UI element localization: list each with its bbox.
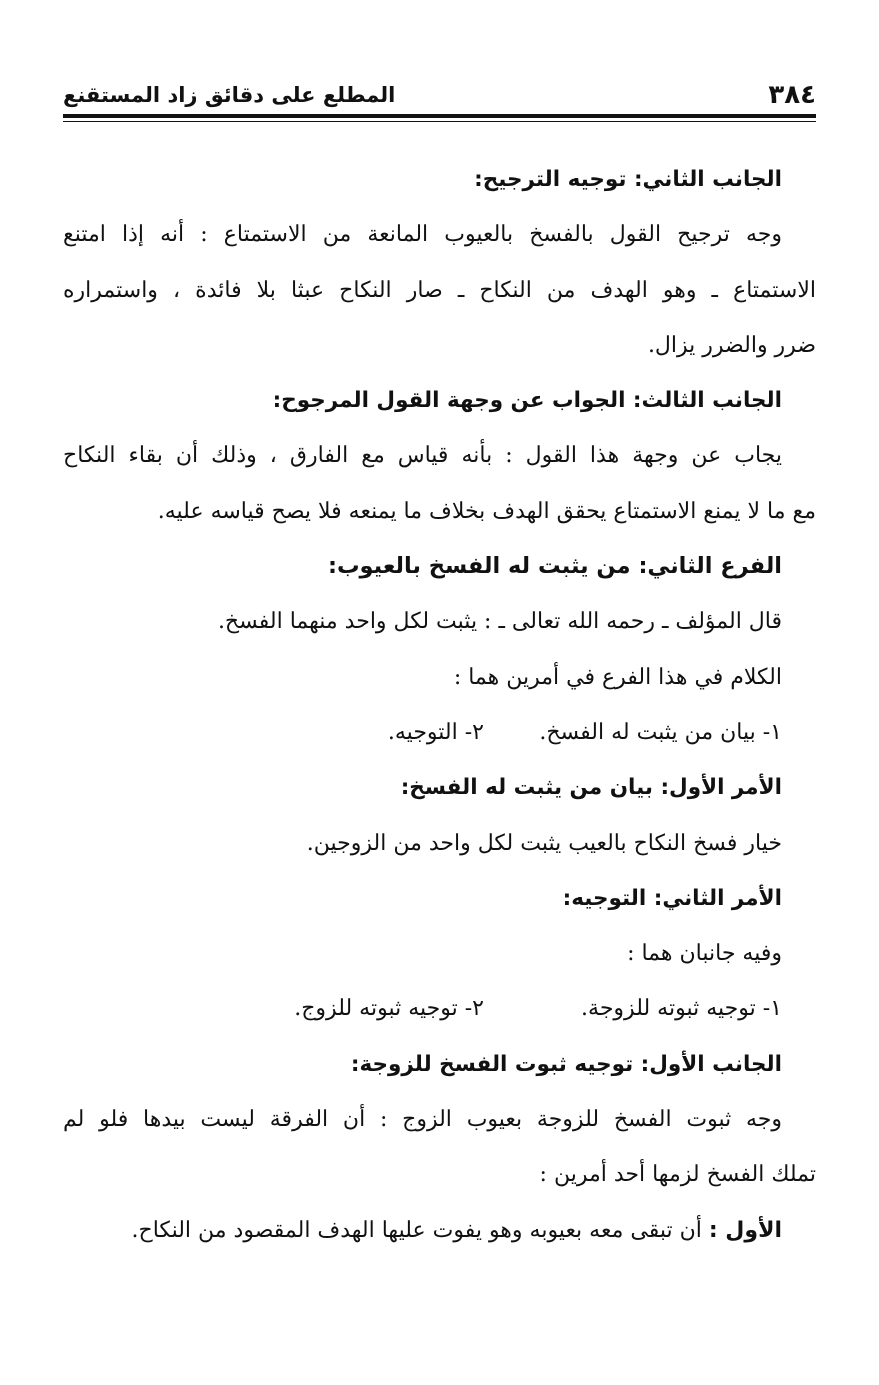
paragraph-line: الكلام في هذا الفرع في أمرين هما : [453,664,782,690]
section-heading: الجانب الثاني: توجيه الترجيح: [474,167,782,192]
header-rule-thin [63,121,816,122]
paragraph-line: وفيه جانبان هما : [627,941,782,967]
paragraph-line: ضرر والضرر يزال. [647,332,816,358]
paragraph-line: قال المؤلف ـ رحمه الله تعالى ـ : يثبت لكل واحد منهما الفسخ. [217,609,782,635]
paragraph-line: الاستمتاع ـ وهو الهدف من النكاح ـ صار النكاح عبثا بلا فائدة ، واستمراره [63,277,816,303]
paragraph-lead: الأول : [708,1217,782,1243]
paragraph-line: تملك الفسخ لزمها أحد أمرين : [539,1162,816,1188]
paragraph-line: خيار فسخ النكاح بالعيب يثبت لكل واحد من الزوجين. [306,830,782,856]
enumeration-item: ٢- توجيه ثبوته للزوج. [294,996,484,1022]
header-rule-thick [63,114,816,118]
page-number: ٣٨٤ [768,80,816,110]
paragraph-line [63,1203,816,1258]
enumeration-item: ١- بيان من يثبت له الفسخ. [539,719,782,745]
enumeration-row [63,981,816,1036]
enumeration-item: ١- توجيه ثبوته للزوجة. [581,996,782,1022]
paragraph-line: يجاب عن وجهة هذا القول : بأنه قياس مع الفارق ، وذلك أن بقاء النكاح [63,443,782,469]
page-header [63,78,816,112]
paragraph-text: أن تبقى معه بعيوبه وهو يفوت عليها الهدف المقصود من النكاح. [131,1217,709,1243]
paragraph-line: وجه ثبوت الفسخ للزوجة بعيوب الزوج : أن الفرقة ليست بيدها فلو لم [63,1107,782,1133]
section-heading: الأمر الأول: بيان من يثبت له الفسخ: [400,775,782,801]
section-heading: الأمر الثاني: التوجيه: [562,885,782,911]
paragraph-line: وجه ترجيح القول بالفسخ بالعيوب المانعة من الاستمتاع : أنه إذا امتنع [63,222,782,248]
section-heading: الجانب الأول: توجيه ثبوت الفسخ للزوجة: [350,1051,782,1077]
section-heading: الجانب الثالث: الجواب عن وجهة القول المرجوح: [272,388,782,414]
branch-heading: الفرع الثاني: من يثبت له الفسخ بالعيوب: [327,553,782,580]
paragraph-line: مع ما لا يمنع الاستمتاع يحقق الهدف بخلاف ما يمنعه فلا يصح قياسه عليه. [157,498,816,524]
running-title: المطلع على دقائق زاد المستقنع [63,83,396,107]
enumeration-item: ٢- التوجيه. [387,719,484,745]
enumeration-row [63,705,816,760]
page-body [63,152,816,1258]
